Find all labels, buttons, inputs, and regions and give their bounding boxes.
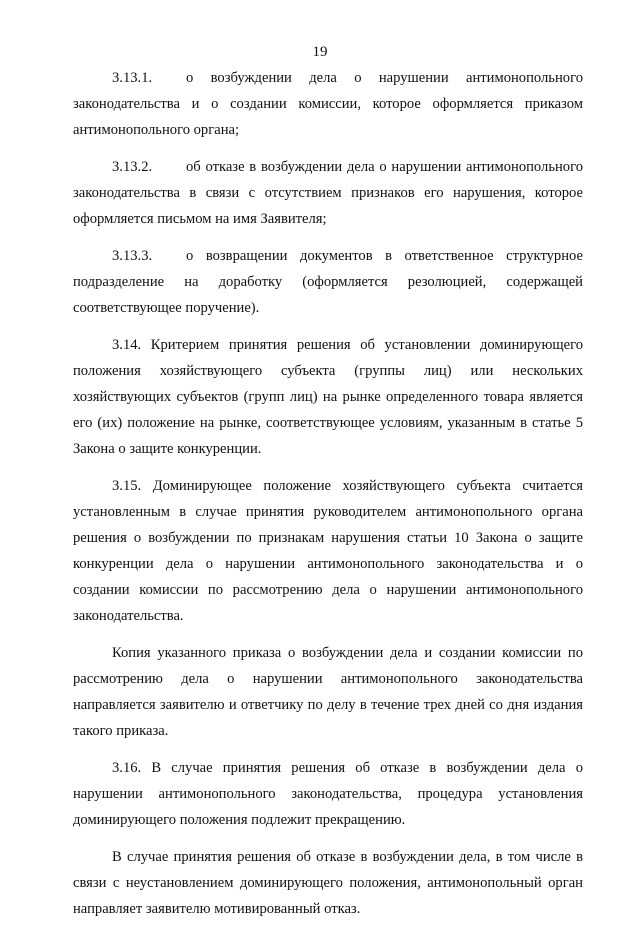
- paragraph-text: о возбуждении дела о нарушении антимонопольного законодательства и о создании комиссии, которое оформляется приказом антимонопольного органа;: [73, 70, 583, 138]
- paragraph-3-13-1: [73, 65, 583, 143]
- paragraph-text: о возвращении документов в ответственное структурное подразделение на доработку (оформляется резолюцией, содержащей соответствующее поручение).: [73, 248, 583, 316]
- paragraph-text: об отказе в возбуждении дела о нарушении антимонопольного законодательства в связи с отсутствием признаков его нарушения, которое оформляется письмом на имя Заявителя;: [73, 159, 583, 227]
- paragraph-3-13-2: [73, 154, 583, 232]
- paragraph-3-13-3: [73, 243, 583, 321]
- paragraph-3-15: 3.15. Доминирующее положение хозяйствующего субъекта считается установленным в случае принятия руководителем антимонопольного органа решения о возбуждении по признакам нарушения статьи 10 Закона о защите конкуренции дела о нарушении антимонопольного законодательства и о создании комиссии по рассмотрению дела о нарушении антимонопольного законодательства.: [73, 478, 583, 624]
- item-number: 3.13.2.: [112, 159, 153, 175]
- paragraph-refusal: В случае принятия решения об отказе в возбуждении дела, в том числе в связи с неустановлением доминирующего положения, антимонопольный орган направляет заявителю мотивированный отказ.: [73, 849, 583, 917]
- paragraph-order-copy: Копия указанного приказа о возбуждении дела и создании комиссии по рассмотрению дела о нарушении антимонопольного законодательства направляется заявителю и ответчику по делу в течение трех дней со дня издания такого приказа.: [73, 645, 583, 739]
- item-number: 3.13.1.: [112, 70, 153, 86]
- paragraph-3-14: 3.14. Критерием принятия решения об установлении доминирующего положения хозяйствующего субъекта (группы лиц) или нескольких хозяйствующих субъектов (групп лиц) на рынке определенного товара является его (их) положение на рынке, соответствующее условиям, указанным в статье 5 Закона о защите конкуренции.: [73, 337, 583, 457]
- paragraph-3-16: 3.16. В случае принятия решения об отказе в возбуждении дела о нарушении антимонопольного законодательства, процедура установления доминирующего положения подлежит прекращению.: [73, 760, 583, 828]
- document-body: [73, 65, 583, 933]
- page-number: 19: [312, 44, 328, 60]
- item-number: 3.13.3.: [112, 248, 153, 264]
